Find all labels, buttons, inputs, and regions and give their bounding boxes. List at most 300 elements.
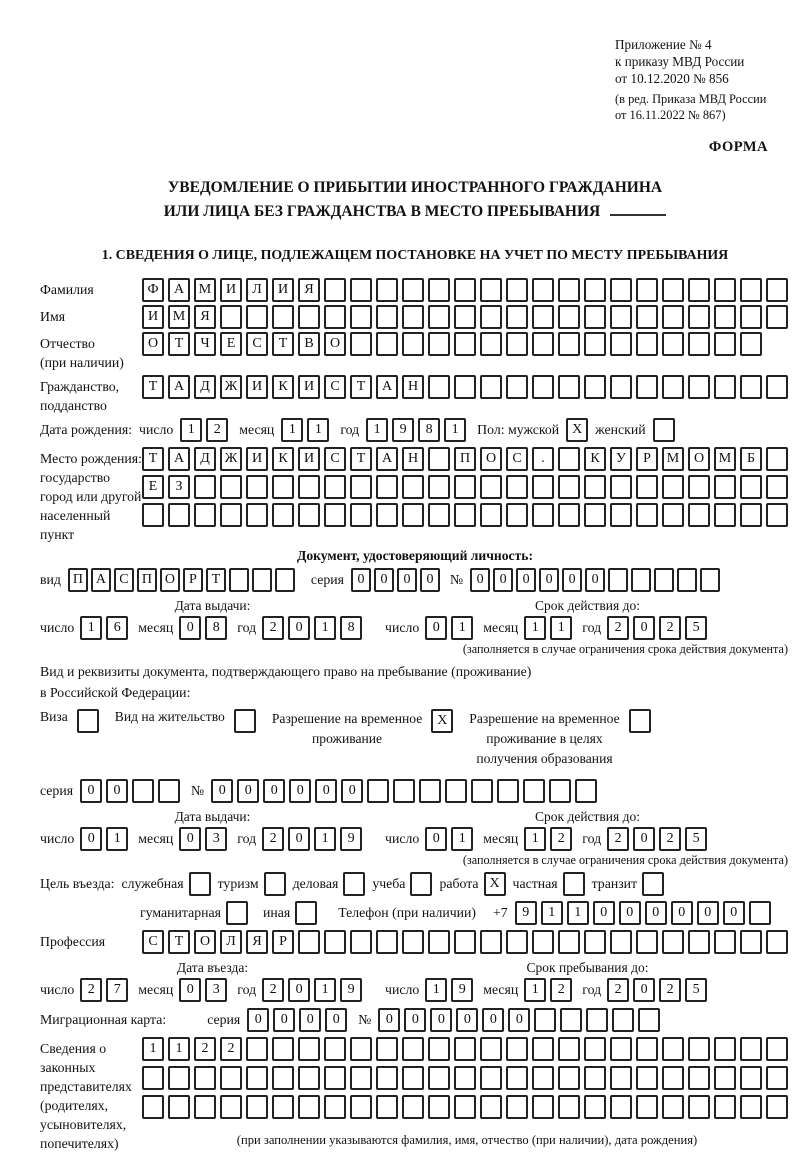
char-cell[interactable]: [393, 779, 415, 803]
char-cell[interactable]: [428, 278, 450, 302]
char-cell[interactable]: [506, 1037, 528, 1061]
char-cell[interactable]: 0: [263, 779, 285, 803]
char-cell[interactable]: [480, 305, 502, 329]
char-cell[interactable]: М: [194, 278, 216, 302]
char-cell[interactable]: [532, 1066, 554, 1090]
char-cell[interactable]: 0: [179, 827, 201, 851]
char-cell[interactable]: [272, 305, 294, 329]
char-cell[interactable]: 0: [80, 827, 102, 851]
char-cell[interactable]: 1: [314, 978, 336, 1002]
char-cell[interactable]: [766, 930, 788, 954]
char-cell[interactable]: З: [168, 475, 190, 499]
char-cell[interactable]: [532, 1037, 554, 1061]
char-cell[interactable]: [740, 332, 762, 356]
char-cell[interactable]: [506, 305, 528, 329]
char-cell[interactable]: [662, 503, 684, 527]
char-cell[interactable]: 0: [697, 901, 719, 925]
char-cell[interactable]: Т: [142, 447, 164, 471]
char-cell[interactable]: [532, 503, 554, 527]
char-cell[interactable]: 7: [106, 978, 128, 1002]
char-cell[interactable]: 2: [80, 978, 102, 1002]
char-cell[interactable]: [272, 503, 294, 527]
char-cell[interactable]: [532, 930, 554, 954]
char-cell[interactable]: [506, 1066, 528, 1090]
char-cell[interactable]: [636, 375, 658, 399]
char-cell[interactable]: 0: [374, 568, 394, 592]
char-cell[interactable]: [688, 475, 710, 499]
char-cell[interactable]: 0: [645, 901, 667, 925]
char-cell[interactable]: Т: [168, 332, 190, 356]
char-cell[interactable]: Т: [350, 447, 372, 471]
char-cell[interactable]: Н: [402, 447, 424, 471]
char-cell[interactable]: [324, 1066, 346, 1090]
char-cell[interactable]: 2: [659, 827, 681, 851]
char-cell[interactable]: Е: [220, 332, 242, 356]
char-cell[interactable]: 6: [106, 616, 128, 640]
char-cell[interactable]: [428, 1037, 450, 1061]
char-cell[interactable]: А: [376, 375, 398, 399]
char-cell[interactable]: С: [324, 375, 346, 399]
char-cell[interactable]: 0: [378, 1008, 400, 1032]
char-cell[interactable]: С: [324, 447, 346, 471]
char-cell[interactable]: [506, 375, 528, 399]
char-cell[interactable]: [428, 475, 450, 499]
purpose-humanitarian-checkbox[interactable]: [226, 901, 248, 925]
char-cell[interactable]: [662, 305, 684, 329]
char-cell[interactable]: [584, 332, 606, 356]
char-cell[interactable]: [402, 1037, 424, 1061]
char-cell[interactable]: [324, 1095, 346, 1119]
char-cell[interactable]: 0: [619, 901, 641, 925]
char-cell[interactable]: [584, 278, 606, 302]
char-cell[interactable]: [636, 332, 658, 356]
char-cell[interactable]: [586, 1008, 608, 1032]
char-cell[interactable]: [220, 475, 242, 499]
char-cell[interactable]: 0: [430, 1008, 452, 1032]
char-cell[interactable]: [688, 503, 710, 527]
char-cell[interactable]: [480, 475, 502, 499]
char-cell[interactable]: 1: [366, 418, 388, 442]
char-cell[interactable]: [523, 779, 545, 803]
char-cell[interactable]: [766, 375, 788, 399]
char-cell[interactable]: [454, 1037, 476, 1061]
char-cell[interactable]: 0: [420, 568, 440, 592]
char-cell[interactable]: [454, 1066, 476, 1090]
char-cell[interactable]: [376, 503, 398, 527]
temp-residence-edu-checkbox[interactable]: [629, 709, 651, 733]
char-cell[interactable]: [246, 1066, 268, 1090]
char-cell[interactable]: [688, 278, 710, 302]
char-cell[interactable]: [142, 1066, 164, 1090]
char-cell[interactable]: [662, 1095, 684, 1119]
char-cell[interactable]: [584, 1095, 606, 1119]
char-cell[interactable]: [246, 503, 268, 527]
char-cell[interactable]: 2: [659, 616, 681, 640]
char-cell[interactable]: [506, 503, 528, 527]
char-cell[interactable]: О: [480, 447, 502, 471]
char-cell[interactable]: [480, 375, 502, 399]
char-cell[interactable]: [324, 930, 346, 954]
char-cell[interactable]: 0: [325, 1008, 347, 1032]
char-cell[interactable]: [142, 1095, 164, 1119]
char-cell[interactable]: [376, 1095, 398, 1119]
char-cell[interactable]: [272, 1066, 294, 1090]
char-cell[interactable]: 2: [659, 978, 681, 1002]
char-cell[interactable]: [454, 1095, 476, 1119]
char-cell[interactable]: [558, 475, 580, 499]
char-cell[interactable]: [350, 332, 372, 356]
char-cell[interactable]: [662, 332, 684, 356]
char-cell[interactable]: [662, 1066, 684, 1090]
char-cell[interactable]: [194, 503, 216, 527]
char-cell[interactable]: [428, 332, 450, 356]
char-cell[interactable]: 0: [289, 779, 311, 803]
char-cell[interactable]: 8: [340, 616, 362, 640]
char-cell[interactable]: 1: [425, 978, 447, 1002]
char-cell[interactable]: Р: [272, 930, 294, 954]
char-cell[interactable]: [654, 568, 674, 592]
char-cell[interactable]: 1: [314, 616, 336, 640]
char-cell[interactable]: [480, 930, 502, 954]
char-cell[interactable]: [700, 568, 720, 592]
char-cell[interactable]: М: [714, 447, 736, 471]
char-cell[interactable]: [549, 779, 571, 803]
char-cell[interactable]: С: [246, 332, 268, 356]
char-cell[interactable]: [714, 332, 736, 356]
char-cell[interactable]: А: [168, 375, 190, 399]
char-cell[interactable]: [688, 1037, 710, 1061]
char-cell[interactable]: [662, 930, 684, 954]
char-cell[interactable]: 2: [262, 978, 284, 1002]
char-cell[interactable]: [532, 375, 554, 399]
char-cell[interactable]: [220, 1066, 242, 1090]
char-cell[interactable]: .: [532, 447, 554, 471]
char-cell[interactable]: 9: [392, 418, 414, 442]
char-cell[interactable]: Н: [402, 375, 424, 399]
char-cell[interactable]: [272, 1095, 294, 1119]
char-cell[interactable]: Л: [246, 278, 268, 302]
char-cell[interactable]: 2: [607, 978, 629, 1002]
char-cell[interactable]: 5: [685, 827, 707, 851]
char-cell[interactable]: 0: [299, 1008, 321, 1032]
char-cell[interactable]: Т: [350, 375, 372, 399]
char-cell[interactable]: [324, 278, 346, 302]
char-cell[interactable]: [428, 375, 450, 399]
char-cell[interactable]: [428, 930, 450, 954]
char-cell[interactable]: [714, 503, 736, 527]
char-cell[interactable]: [558, 447, 580, 471]
char-cell[interactable]: М: [168, 305, 190, 329]
char-cell[interactable]: [662, 278, 684, 302]
char-cell[interactable]: 2: [607, 827, 629, 851]
char-cell[interactable]: [428, 447, 450, 471]
char-cell[interactable]: [229, 568, 249, 592]
char-cell[interactable]: [766, 305, 788, 329]
char-cell[interactable]: [766, 1066, 788, 1090]
char-cell[interactable]: 1: [451, 827, 473, 851]
char-cell[interactable]: 8: [418, 418, 440, 442]
char-cell[interactable]: [610, 1095, 632, 1119]
char-cell[interactable]: 9: [451, 978, 473, 1002]
char-cell[interactable]: А: [91, 568, 111, 592]
char-cell[interactable]: 1: [451, 616, 473, 640]
char-cell[interactable]: 2: [550, 827, 572, 851]
purpose-tourism-checkbox[interactable]: [264, 872, 286, 896]
char-cell[interactable]: К: [272, 447, 294, 471]
char-cell[interactable]: 0: [633, 978, 655, 1002]
char-cell[interactable]: [636, 475, 658, 499]
char-cell[interactable]: И: [298, 375, 320, 399]
char-cell[interactable]: 1: [524, 978, 546, 1002]
char-cell[interactable]: С: [142, 930, 164, 954]
char-cell[interactable]: [168, 1095, 190, 1119]
char-cell[interactable]: [610, 475, 632, 499]
char-cell[interactable]: [454, 375, 476, 399]
char-cell[interactable]: [194, 1095, 216, 1119]
purpose-study-checkbox[interactable]: [410, 872, 432, 896]
char-cell[interactable]: 3: [205, 978, 227, 1002]
char-cell[interactable]: 0: [585, 568, 605, 592]
char-cell[interactable]: [740, 1095, 762, 1119]
char-cell[interactable]: [246, 1037, 268, 1061]
char-cell[interactable]: [740, 278, 762, 302]
char-cell[interactable]: [350, 278, 372, 302]
char-cell[interactable]: [636, 1066, 658, 1090]
char-cell[interactable]: 1: [80, 616, 102, 640]
char-cell[interactable]: [766, 1095, 788, 1119]
char-cell[interactable]: [584, 1037, 606, 1061]
char-cell[interactable]: [714, 475, 736, 499]
char-cell[interactable]: [560, 1008, 582, 1032]
char-cell[interactable]: [272, 475, 294, 499]
char-cell[interactable]: [558, 1066, 580, 1090]
char-cell[interactable]: [532, 305, 554, 329]
char-cell[interactable]: [402, 475, 424, 499]
char-cell[interactable]: [454, 332, 476, 356]
char-cell[interactable]: [584, 503, 606, 527]
char-cell[interactable]: 0: [211, 779, 233, 803]
char-cell[interactable]: [714, 930, 736, 954]
char-cell[interactable]: [454, 503, 476, 527]
char-cell[interactable]: И: [272, 278, 294, 302]
char-cell[interactable]: 1: [142, 1037, 164, 1061]
char-cell[interactable]: [272, 1037, 294, 1061]
char-cell[interactable]: [688, 1095, 710, 1119]
char-cell[interactable]: [350, 503, 372, 527]
char-cell[interactable]: [298, 930, 320, 954]
char-cell[interactable]: [584, 1066, 606, 1090]
char-cell[interactable]: 0: [179, 978, 201, 1002]
char-cell[interactable]: [324, 1037, 346, 1061]
char-cell[interactable]: [220, 503, 242, 527]
char-cell[interactable]: С: [114, 568, 134, 592]
char-cell[interactable]: 1: [444, 418, 466, 442]
char-cell[interactable]: А: [168, 447, 190, 471]
char-cell[interactable]: А: [168, 278, 190, 302]
char-cell[interactable]: Д: [194, 447, 216, 471]
char-cell[interactable]: 0: [404, 1008, 426, 1032]
char-cell[interactable]: [428, 305, 450, 329]
char-cell[interactable]: Т: [206, 568, 226, 592]
char-cell[interactable]: 2: [550, 978, 572, 1002]
char-cell[interactable]: [376, 278, 398, 302]
char-cell[interactable]: 3: [205, 827, 227, 851]
char-cell[interactable]: 1: [567, 901, 589, 925]
char-cell[interactable]: Р: [636, 447, 658, 471]
char-cell[interactable]: С: [506, 447, 528, 471]
char-cell[interactable]: [376, 332, 398, 356]
char-cell[interactable]: [558, 1095, 580, 1119]
char-cell[interactable]: [532, 1095, 554, 1119]
char-cell[interactable]: 0: [397, 568, 417, 592]
purpose-private-checkbox[interactable]: [563, 872, 585, 896]
char-cell[interactable]: [740, 305, 762, 329]
purpose-work-checkbox[interactable]: X: [484, 872, 506, 896]
char-cell[interactable]: Ж: [220, 447, 242, 471]
char-cell[interactable]: [246, 305, 268, 329]
char-cell[interactable]: [376, 305, 398, 329]
char-cell[interactable]: [402, 305, 424, 329]
char-cell[interactable]: О: [688, 447, 710, 471]
char-cell[interactable]: 0: [493, 568, 513, 592]
char-cell[interactable]: [168, 1066, 190, 1090]
char-cell[interactable]: [610, 375, 632, 399]
char-cell[interactable]: [662, 475, 684, 499]
char-cell[interactable]: Ч: [194, 332, 216, 356]
char-cell[interactable]: [298, 1066, 320, 1090]
char-cell[interactable]: Ф: [142, 278, 164, 302]
char-cell[interactable]: 0: [539, 568, 559, 592]
char-cell[interactable]: [740, 375, 762, 399]
char-cell[interactable]: Д: [194, 375, 216, 399]
char-cell[interactable]: [376, 1037, 398, 1061]
char-cell[interactable]: [766, 278, 788, 302]
char-cell[interactable]: [677, 568, 697, 592]
char-cell[interactable]: [766, 475, 788, 499]
char-cell[interactable]: Е: [142, 475, 164, 499]
char-cell[interactable]: [610, 278, 632, 302]
char-cell[interactable]: [480, 332, 502, 356]
char-cell[interactable]: 0: [470, 568, 490, 592]
purpose-commercial-checkbox[interactable]: [343, 872, 365, 896]
char-cell[interactable]: [246, 475, 268, 499]
char-cell[interactable]: 1: [307, 418, 329, 442]
char-cell[interactable]: [584, 375, 606, 399]
char-cell[interactable]: П: [137, 568, 157, 592]
char-cell[interactable]: [220, 305, 242, 329]
char-cell[interactable]: [532, 278, 554, 302]
char-cell[interactable]: 0: [456, 1008, 478, 1032]
char-cell[interactable]: [558, 930, 580, 954]
char-cell[interactable]: [480, 1066, 502, 1090]
char-cell[interactable]: 5: [685, 978, 707, 1002]
char-cell[interactable]: [688, 375, 710, 399]
char-cell[interactable]: [612, 1008, 634, 1032]
char-cell[interactable]: Б: [740, 447, 762, 471]
char-cell[interactable]: М: [662, 447, 684, 471]
char-cell[interactable]: [454, 305, 476, 329]
char-cell[interactable]: 1: [541, 901, 563, 925]
char-cell[interactable]: Я: [298, 278, 320, 302]
sex-female-checkbox[interactable]: [653, 418, 675, 442]
char-cell[interactable]: [194, 475, 216, 499]
residence-permit-checkbox[interactable]: [234, 709, 256, 733]
char-cell[interactable]: [584, 930, 606, 954]
char-cell[interactable]: [636, 305, 658, 329]
purpose-business-checkbox[interactable]: [189, 872, 211, 896]
char-cell[interactable]: 2: [607, 616, 629, 640]
char-cell[interactable]: [714, 1095, 736, 1119]
char-cell[interactable]: [428, 503, 450, 527]
char-cell[interactable]: [740, 1037, 762, 1061]
char-cell[interactable]: [402, 1095, 424, 1119]
char-cell[interactable]: [662, 1037, 684, 1061]
char-cell[interactable]: 5: [685, 616, 707, 640]
char-cell[interactable]: [740, 475, 762, 499]
char-cell[interactable]: [740, 1066, 762, 1090]
char-cell[interactable]: [480, 1095, 502, 1119]
char-cell[interactable]: Я: [246, 930, 268, 954]
char-cell[interactable]: [142, 503, 164, 527]
char-cell[interactable]: [402, 332, 424, 356]
char-cell[interactable]: [471, 779, 493, 803]
char-cell[interactable]: [376, 1066, 398, 1090]
char-cell[interactable]: Т: [168, 930, 190, 954]
char-cell[interactable]: [246, 1095, 268, 1119]
char-cell[interactable]: [168, 503, 190, 527]
char-cell[interactable]: Т: [142, 375, 164, 399]
char-cell[interactable]: 0: [508, 1008, 530, 1032]
char-cell[interactable]: О: [142, 332, 164, 356]
char-cell[interactable]: К: [584, 447, 606, 471]
char-cell[interactable]: [558, 332, 580, 356]
char-cell[interactable]: [324, 475, 346, 499]
char-cell[interactable]: А: [376, 447, 398, 471]
char-cell[interactable]: 1: [314, 827, 336, 851]
char-cell[interactable]: [558, 503, 580, 527]
char-cell[interactable]: О: [160, 568, 180, 592]
char-cell[interactable]: 1: [180, 418, 202, 442]
char-cell[interactable]: Л: [220, 930, 242, 954]
char-cell[interactable]: [584, 305, 606, 329]
char-cell[interactable]: 0: [273, 1008, 295, 1032]
char-cell[interactable]: [454, 278, 476, 302]
char-cell[interactable]: [402, 278, 424, 302]
char-cell[interactable]: [402, 930, 424, 954]
char-cell[interactable]: Р: [183, 568, 203, 592]
char-cell[interactable]: 0: [341, 779, 363, 803]
char-cell[interactable]: [532, 332, 554, 356]
char-cell[interactable]: [638, 1008, 660, 1032]
char-cell[interactable]: [298, 503, 320, 527]
char-cell[interactable]: И: [220, 278, 242, 302]
char-cell[interactable]: [558, 1037, 580, 1061]
char-cell[interactable]: [662, 375, 684, 399]
char-cell[interactable]: [558, 375, 580, 399]
char-cell[interactable]: 1: [281, 418, 303, 442]
char-cell[interactable]: [298, 305, 320, 329]
char-cell[interactable]: [350, 305, 372, 329]
char-cell[interactable]: [534, 1008, 556, 1032]
char-cell[interactable]: [480, 278, 502, 302]
char-cell[interactable]: [367, 779, 389, 803]
char-cell[interactable]: [428, 1066, 450, 1090]
char-cell[interactable]: [688, 1066, 710, 1090]
char-cell[interactable]: [506, 475, 528, 499]
char-cell[interactable]: 0: [671, 901, 693, 925]
char-cell[interactable]: [610, 930, 632, 954]
char-cell[interactable]: 9: [340, 978, 362, 1002]
